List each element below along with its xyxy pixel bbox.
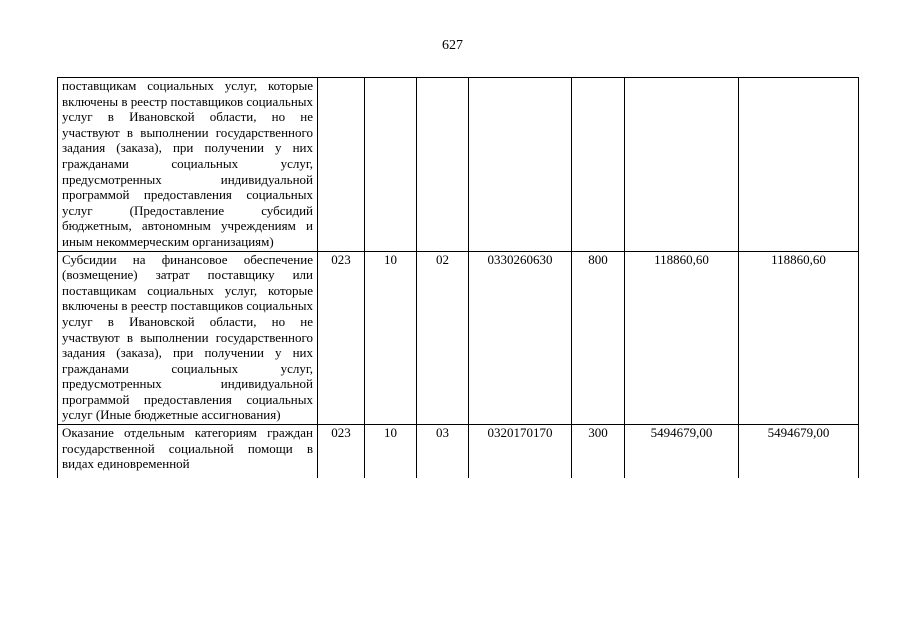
row-description-text: Оказание отдельным категориям граждан государственной социальной помощи в видах единовременной (62, 425, 313, 472)
expense-type-code (572, 78, 625, 252)
ministry-code (318, 78, 365, 252)
amount-2 (739, 78, 859, 252)
subsection-code: 02 (417, 251, 469, 425)
page-number: 627 (442, 38, 463, 53)
target-article-code: 0320170170 (469, 425, 572, 479)
row-description (58, 425, 318, 479)
row-description: Субсидии на финансовое обеспечение (возмещение) затрат поставщику или поставщикам социальных услуг, которые включены в реестр поставщиков социальных услуг в Ивановской области, но не участвуют в выполнении государственного задания (заказа), при получении у них гражданами социальных услуг, предусмотренных индивидуальной программой предоставления социальных услуг (Иные бюджетные ассигнования) (58, 251, 318, 425)
amount-1: 118860,60 (625, 251, 739, 425)
row-description: поставщикам социальных услуг, которые включены в реестр поставщиков социальных услуг в Ивановской области, но не участвуют в выполнении государственного задания (заказа), при получении у них гражданами социальных услуг, предусмотренных индивидуальной программой предоставления социальных услуг (Предоставление субсидий бюджетным, автономным учреждениям и иным некоммерческим организациям) (58, 78, 318, 252)
ministry-code: 023 (318, 425, 365, 479)
ministry-code: 023 (318, 251, 365, 425)
target-article-code (469, 78, 572, 252)
budget-table (57, 77, 859, 478)
table-row (58, 78, 859, 252)
section-code: 10 (365, 251, 417, 425)
amount-2: 118860,60 (739, 251, 859, 425)
target-article-code: 0330260630 (469, 251, 572, 425)
amount-1: 5494679,00 (625, 425, 739, 479)
expense-type-code: 800 (572, 251, 625, 425)
expense-type-code: 300 (572, 425, 625, 479)
amount-2: 5494679,00 (739, 425, 859, 479)
subsection-code (417, 78, 469, 252)
table-row (58, 425, 859, 479)
table-row (58, 251, 859, 425)
section-code: 10 (365, 425, 417, 479)
subsection-code: 03 (417, 425, 469, 479)
section-code (365, 78, 417, 252)
amount-1 (625, 78, 739, 252)
